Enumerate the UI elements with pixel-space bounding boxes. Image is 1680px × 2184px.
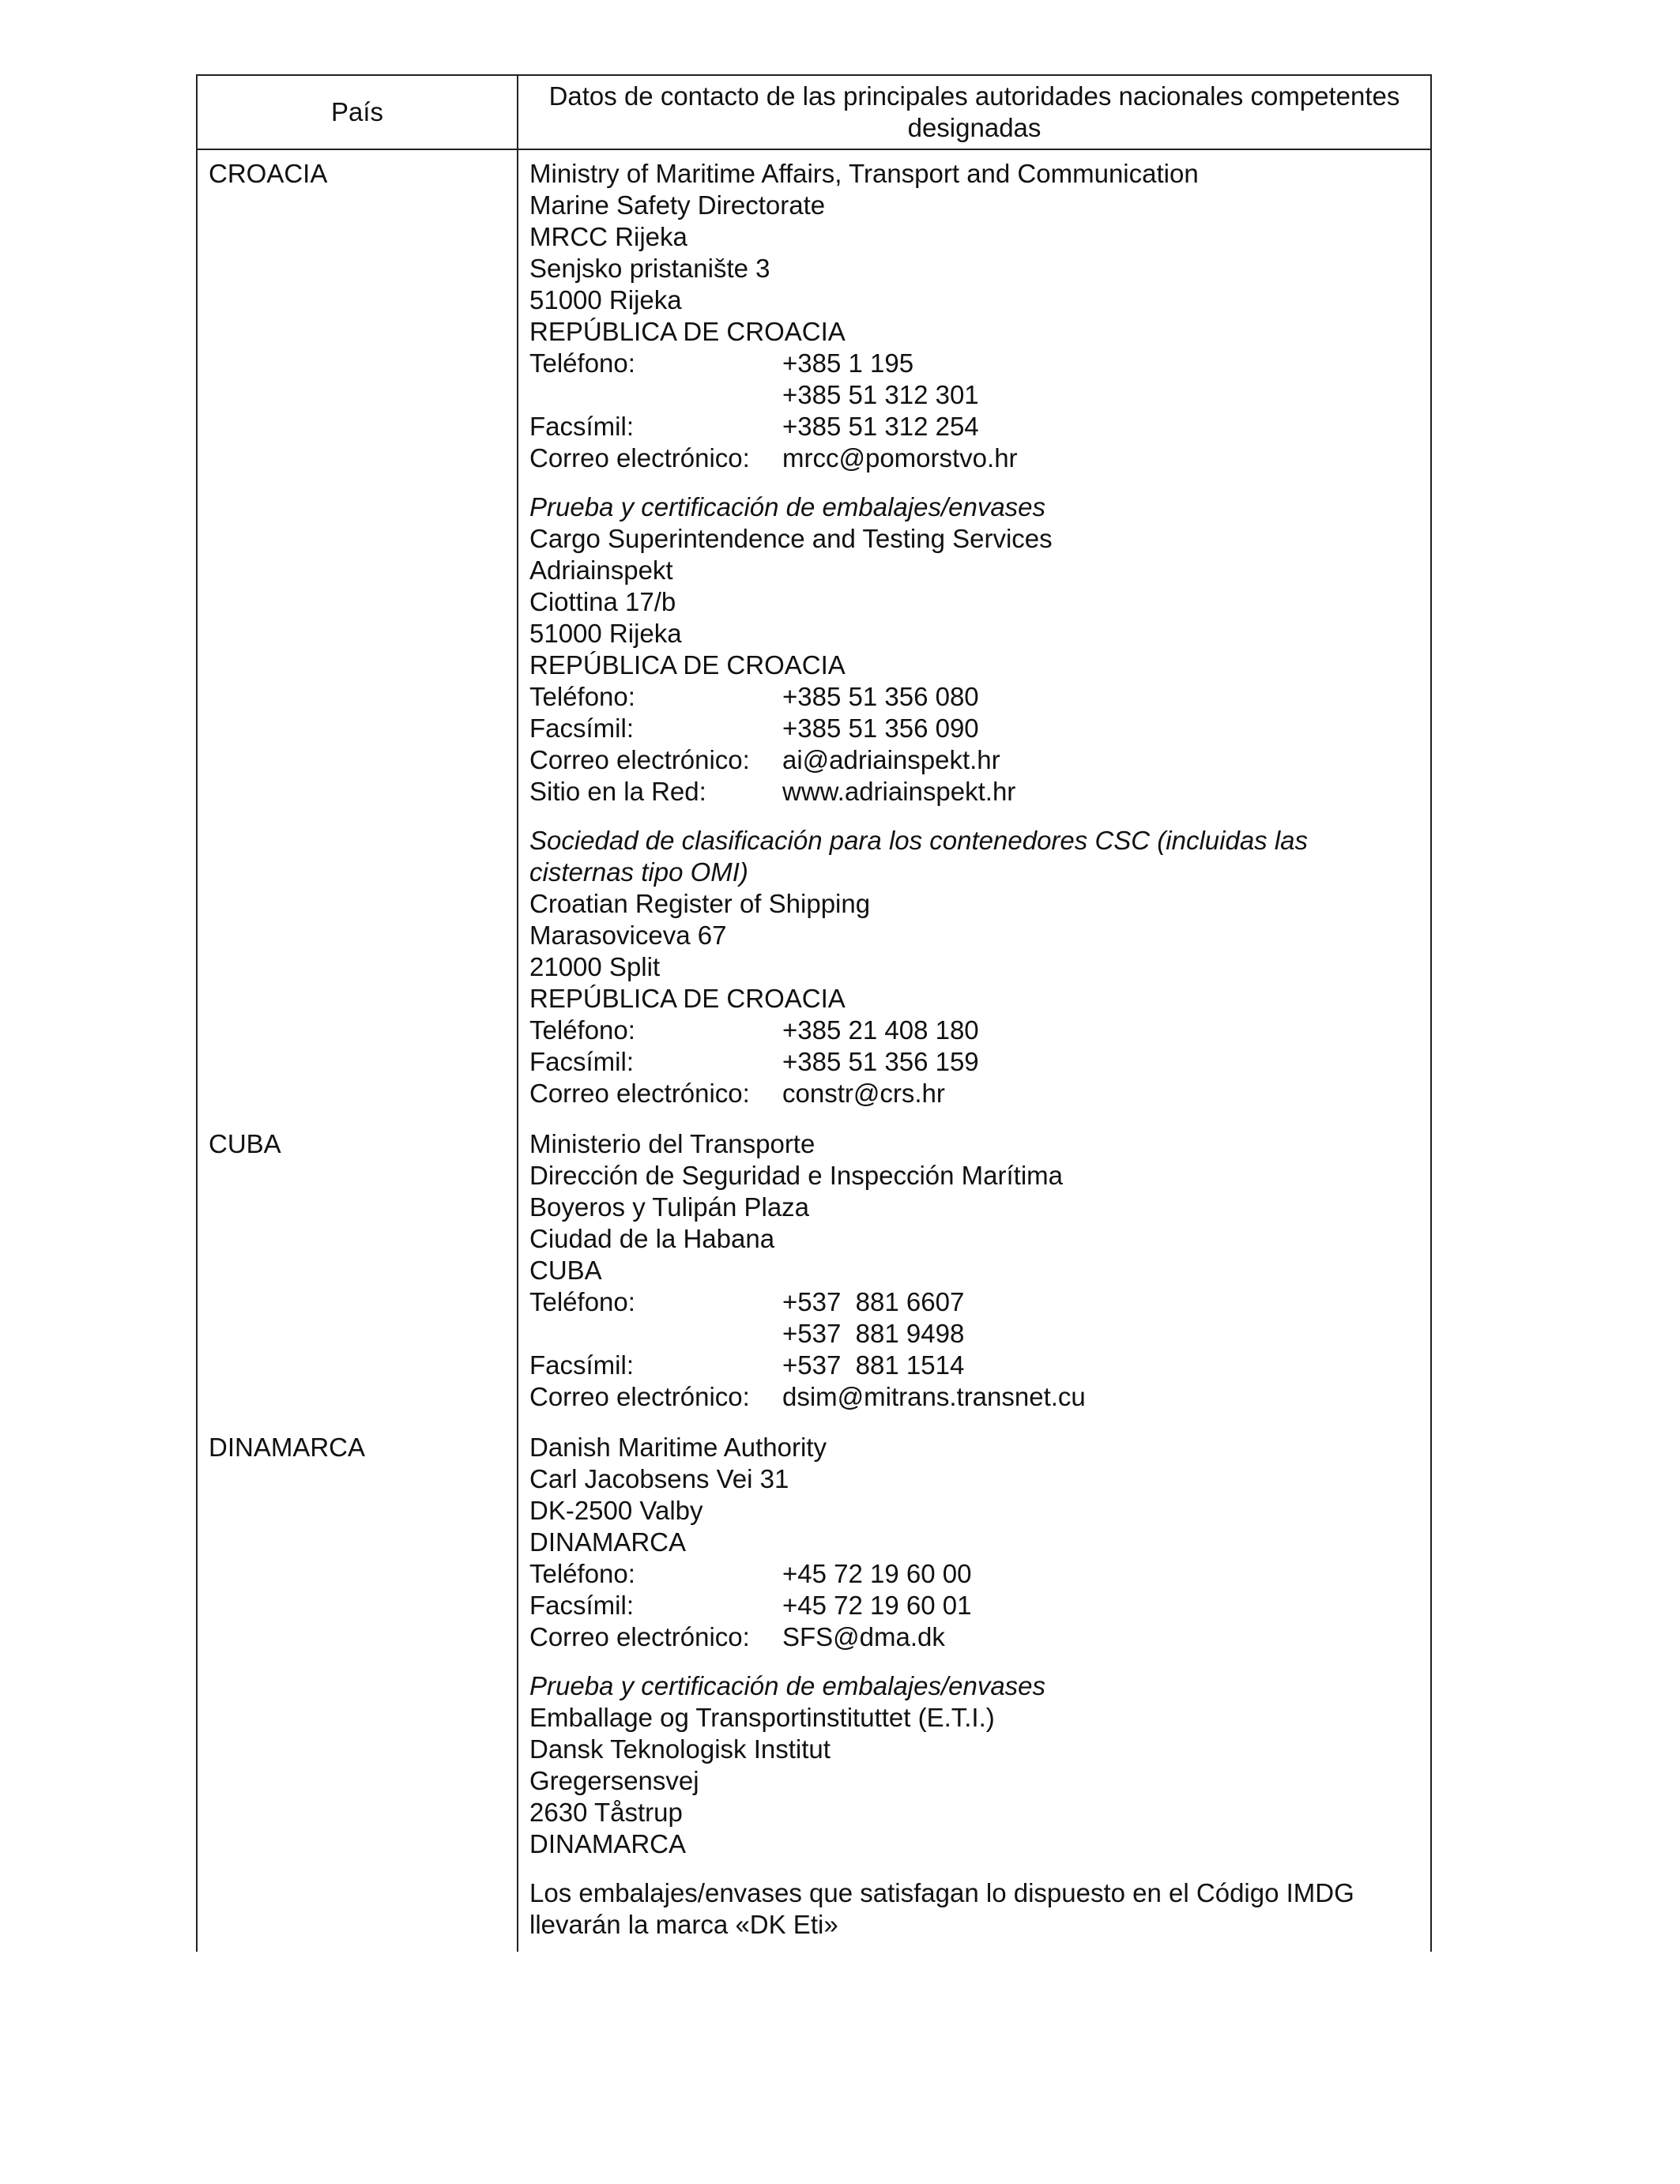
- address-line: Ministerio del Transporte: [529, 1129, 816, 1158]
- contact-field: [529, 776, 1419, 808]
- address-line: 2630 Tåstrup: [529, 1798, 683, 1827]
- address-line: Carl Jacobsens Vei 31: [529, 1464, 789, 1493]
- field-label: Facsímil:: [529, 1047, 634, 1076]
- authority-entry: [529, 825, 1419, 1109]
- field-value: +537 881 9498: [782, 1319, 965, 1348]
- contact-field: [529, 1621, 1419, 1653]
- contact-field: [529, 442, 1419, 474]
- contact-field: [529, 1350, 1419, 1381]
- entry-heading: Sociedad de clasificación para los contenedores CSC (incluidas las cisternas tipo OMI): [529, 826, 1309, 887]
- field-value: ai@adriainspekt.hr: [782, 745, 1000, 774]
- field-value: +45 72 19 60 00: [782, 1559, 972, 1588]
- country-cell: [197, 149, 518, 1120]
- entry-heading: Prueba y certificación de embalajes/envases: [529, 492, 1046, 522]
- field-value: +537 881 1514: [782, 1350, 965, 1380]
- address-line: Boyeros y Tulipán Plaza: [529, 1192, 810, 1222]
- authority-entry: [529, 491, 1419, 808]
- field-label: Correo electrónico:: [529, 1079, 750, 1108]
- address-line: Ciottina 17/b: [529, 587, 676, 616]
- contact-field: [529, 681, 1419, 713]
- document-page: [196, 74, 1430, 1952]
- country-name: CROACIA: [209, 159, 328, 188]
- field-label: Facsímil:: [529, 714, 634, 743]
- address-line: DINAMARCA: [529, 1527, 687, 1557]
- authority-entry: [529, 1877, 1419, 1941]
- country-name: CUBA: [209, 1129, 281, 1158]
- field-label: [529, 1318, 782, 1350]
- field-value: constr@crs.hr: [782, 1079, 945, 1108]
- field-value: +385 51 312 254: [782, 412, 979, 441]
- field-label: Facsímil:: [529, 1350, 634, 1380]
- contact-field: [529, 1015, 1419, 1046]
- field-label: Facsímil:: [529, 412, 634, 441]
- table-row: [197, 1424, 1431, 1952]
- field-value: +385 51 356 090: [782, 714, 979, 743]
- authorities-table: [196, 74, 1432, 1952]
- country-cell: [197, 1120, 518, 1424]
- address-line: Ciudad de la Habana: [529, 1224, 775, 1253]
- header-contacts: Datos de contacto de las principales autoridades nacionales competentes designadas: [518, 75, 1431, 149]
- address-line: Gregersensvej: [529, 1766, 699, 1795]
- authority-entry: [529, 1432, 1419, 1653]
- field-value: +385 1 195: [782, 348, 914, 378]
- address-line: Emballage og Transportinstituttet (E.T.I.): [529, 1703, 995, 1732]
- address-line: Los embalajes/envases que satisfagan lo dispuesto en el Código IMDG: [529, 1878, 1354, 1907]
- address-line: 51000 Rijeka: [529, 619, 682, 648]
- contact-field: [529, 1381, 1419, 1413]
- field-value: www.adriainspekt.hr: [782, 777, 1016, 806]
- address-line: 21000 Split: [529, 952, 661, 981]
- contacts-cell: [518, 149, 1431, 1120]
- address-line: DK-2500 Valby: [529, 1496, 703, 1525]
- field-label: Teléfono:: [529, 1559, 635, 1588]
- field-value: +385 21 408 180: [782, 1015, 979, 1045]
- field-label: Correo electrónico:: [529, 1382, 750, 1411]
- field-value: dsim@mitrans.transnet.cu: [782, 1382, 1086, 1411]
- field-label: Sitio en la Red:: [529, 777, 706, 806]
- contact-field: [529, 1318, 1419, 1350]
- table-row: [197, 149, 1431, 1120]
- address-line: Senjsko pristanište 3: [529, 254, 770, 283]
- country-cell: [197, 1424, 518, 1952]
- field-value: SFS@dma.dk: [782, 1622, 945, 1651]
- address-line: Dansk Teknologisk Institut: [529, 1734, 831, 1764]
- field-label: Teléfono:: [529, 682, 635, 711]
- address-line: Croatian Register of Shipping: [529, 889, 871, 918]
- contacts-cell: [518, 1424, 1431, 1952]
- address-line: Marine Safety Directorate: [529, 190, 826, 220]
- field-label: Teléfono:: [529, 1015, 635, 1045]
- contact-field: [529, 1590, 1419, 1621]
- address-line: llevarán la marca «DK Eti»: [529, 1910, 838, 1939]
- entry-heading: Prueba y certificación de embalajes/envases: [529, 1671, 1046, 1700]
- address-line: REPÚBLICA DE CROACIA: [529, 984, 846, 1013]
- address-line: CUBA: [529, 1256, 602, 1285]
- field-value: +385 51 356 080: [782, 682, 979, 711]
- field-value: +385 51 356 159: [782, 1047, 979, 1076]
- contact-field: [529, 1558, 1419, 1590]
- address-line: Dirección de Seguridad e Inspección Marítima: [529, 1161, 1064, 1190]
- authority-entry: [529, 1128, 1419, 1413]
- address-line: Marasoviceva 67: [529, 921, 727, 950]
- field-label: Teléfono:: [529, 1287, 635, 1316]
- address-line: REPÚBLICA DE CROACIA: [529, 650, 846, 680]
- table-header-row: [197, 75, 1431, 149]
- header-country: País: [197, 75, 518, 149]
- address-line: DINAMARCA: [529, 1829, 687, 1858]
- address-line: REPÚBLICA DE CROACIA: [529, 317, 846, 346]
- address-line: Cargo Superintendence and Testing Services: [529, 524, 1053, 553]
- address-line: Ministry of Maritime Affairs, Transport and Communication: [529, 159, 1199, 188]
- authority-entry: [529, 158, 1419, 474]
- field-label: Correo electrónico:: [529, 745, 750, 774]
- authority-entry: [529, 1670, 1419, 1860]
- address-line: Adriainspekt: [529, 555, 673, 585]
- field-label: [529, 379, 782, 411]
- contact-field: [529, 1046, 1419, 1078]
- address-line: Danish Maritime Authority: [529, 1433, 827, 1462]
- address-line: MRCC Rijeka: [529, 222, 687, 251]
- field-label: Correo electrónico:: [529, 443, 750, 473]
- field-label: Facsímil:: [529, 1591, 634, 1620]
- contact-field: [529, 1286, 1419, 1318]
- address-line: 51000 Rijeka: [529, 285, 682, 314]
- contact-field: [529, 348, 1419, 379]
- field-value: +45 72 19 60 01: [782, 1591, 972, 1620]
- table-row: [197, 1120, 1431, 1424]
- contact-field: [529, 744, 1419, 776]
- contact-field: [529, 1078, 1419, 1109]
- field-value: +537 881 6607: [782, 1287, 965, 1316]
- contacts-cell: [518, 1120, 1431, 1424]
- field-label: Teléfono:: [529, 348, 635, 378]
- contact-field: [529, 713, 1419, 744]
- country-name: DINAMARCA: [209, 1433, 366, 1462]
- field-label: Correo electrónico:: [529, 1622, 750, 1651]
- contact-field: [529, 411, 1419, 442]
- contact-field: [529, 379, 1419, 411]
- field-value: +385 51 312 301: [782, 380, 979, 409]
- field-value: mrcc@pomorstvo.hr: [782, 443, 1018, 473]
